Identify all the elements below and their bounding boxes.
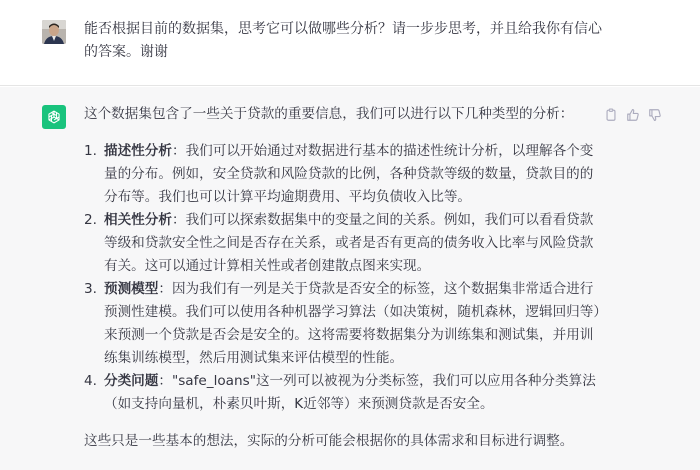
list-item — [84, 278, 604, 370]
list-item — [84, 140, 604, 209]
user-message-row — [0, 0, 700, 86]
assistant-message-text — [84, 103, 604, 453]
assistant-avatar — [42, 105, 66, 129]
list-item-title: 相关性分析 — [104, 212, 172, 228]
list-item — [84, 209, 604, 278]
list-item-body: 我们可以探索数据集中的变量之间的关系。例如，我们可以看看贷款等级和贷款安全性之间是否存在关系，或者是否有更高的债务收入比率与风险贷款有关。这可以通过计算相关性或者创建散点图来实现。 — [104, 212, 594, 274]
thumbs-down-icon[interactable] — [648, 107, 662, 121]
thumbs-up-icon[interactable] — [626, 107, 640, 121]
analysis-list — [84, 140, 604, 416]
list-item-title: 分类问题 — [104, 373, 159, 389]
list-item-separator: ： — [158, 281, 172, 297]
list-number: 4. — [84, 373, 97, 389]
list-item-body: "safe_loans"这一列可以被视为分类标签，我们可以应用各种分类算法（如支持向量机，朴素贝叶斯，K近邻等）来预测贷款是否安全。 — [104, 373, 596, 412]
list-item-body: 因为我们有一列是关于贷款是否安全的标签，这个数据集非常适合进行预测性建模。我们可以使用各种机器学习算法（如决策树，随机森林，逻辑回归等）来预测一个贷款是否会是安全的。这将需要将数据集分为训练集和测试集，并用训练集训练模型，然后用测试集来评估模型的性能。 — [104, 281, 601, 366]
list-item-title: 预测模型 — [104, 281, 159, 297]
list-number: 3. — [84, 281, 97, 297]
list-number: 2. — [84, 212, 97, 228]
answer-conclusion: 这些只是一些基本的想法，实际的分析可能会根据你的具体需求和目标进行调整。 — [84, 433, 574, 449]
list-item-separator: ： — [171, 143, 186, 159]
assistant-message-row — [0, 87, 700, 470]
message-actions — [604, 107, 662, 121]
list-item-separator: ： — [171, 212, 186, 228]
list-item — [84, 370, 604, 416]
list-item-separator: ： — [158, 373, 172, 389]
answer-intro: 这个数据集包含了一些关于贷款的重要信息，我们可以进行以下几种类型的分析： — [84, 106, 574, 122]
openai-logo-icon — [46, 109, 62, 125]
list-number: 1. — [84, 143, 97, 159]
list-item-title: 描述性分析 — [104, 143, 172, 159]
user-photo-icon — [42, 20, 66, 44]
clipboard-icon[interactable] — [604, 107, 618, 121]
user-message-text: 能否根据目前的数据集，思考它可以做哪些分析？请一步步思考，并且给我你有信心的答案。谢谢 — [84, 21, 602, 60]
list-item-body: 我们可以开始通过对数据进行基本的描述性统计分析，以理解各个变量的分布。例如，安全贷款和风险贷款的比例，各种贷款等级的数量，贷款目的的分布等。我们也可以计算平均逾期费用、平均负债收入比等。 — [104, 143, 594, 205]
user-avatar — [42, 20, 66, 44]
